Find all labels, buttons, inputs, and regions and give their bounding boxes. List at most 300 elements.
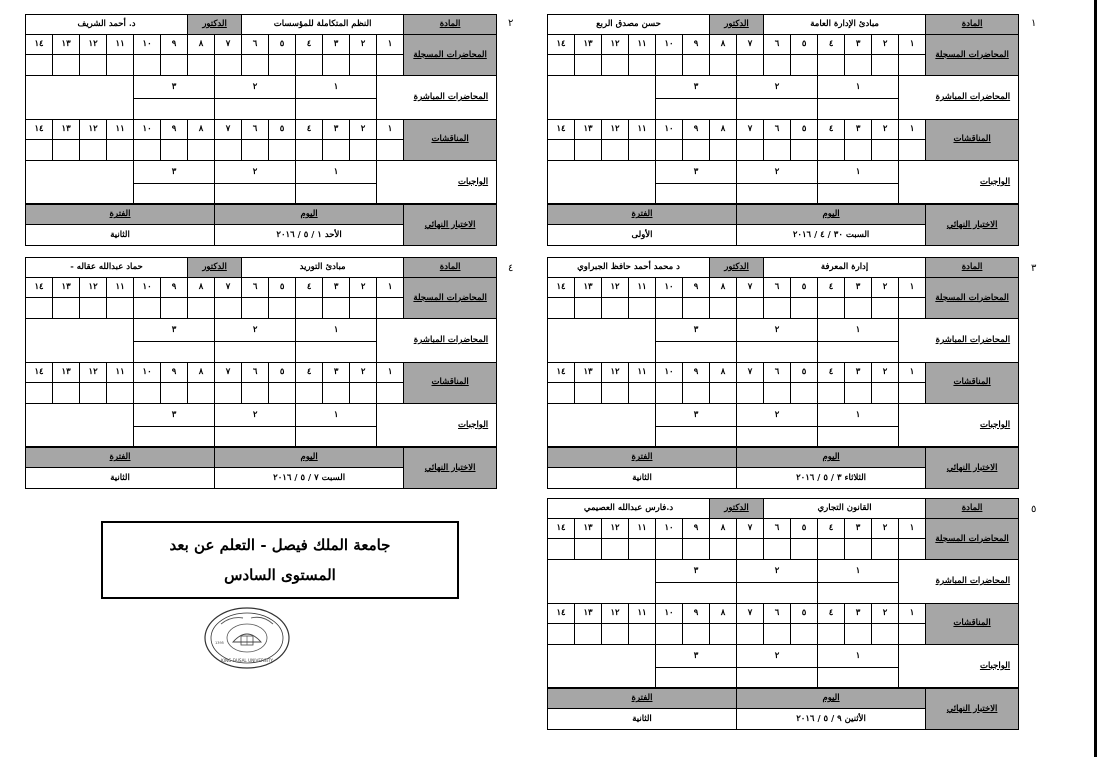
week-number-cell: ١٢ [602, 518, 629, 539]
week-checkbox-cell[interactable] [377, 140, 404, 161]
week-checkbox-cell[interactable] [80, 55, 107, 76]
week-checkbox-cell[interactable] [107, 140, 134, 161]
week-number-cell: ١٤ [548, 119, 575, 140]
week-checkbox-cell[interactable] [683, 539, 710, 560]
week-checkbox-cell[interactable] [791, 55, 818, 76]
week-number-cell: ٧ [215, 362, 242, 383]
assignments-label: الواجبات [377, 160, 497, 204]
week-checkbox-cell[interactable] [764, 383, 791, 404]
week-checkbox-cell[interactable] [899, 624, 926, 645]
course-table [547, 498, 1019, 730]
week-checkbox-cell[interactable] [791, 624, 818, 645]
week-number-cell: ٣ [845, 277, 872, 298]
course-index-number: ٢ [508, 18, 514, 29]
session-checkbox-cell[interactable] [818, 341, 899, 362]
week-checkbox-cell[interactable] [575, 383, 602, 404]
exam-day-label: اليوم [737, 204, 926, 225]
session-checkbox-cell[interactable] [656, 183, 737, 204]
week-number-cell: ٤ [818, 34, 845, 55]
week-checkbox-cell[interactable] [872, 55, 899, 76]
week-number-cell: ١١ [107, 34, 134, 55]
week-checkbox-cell[interactable] [323, 383, 350, 404]
live-lectures-label: المحاضرات المباشرة [899, 318, 1019, 362]
session-checkbox-cell[interactable] [737, 582, 818, 603]
week-checkbox-cell[interactable] [737, 298, 764, 319]
week-checkbox-cell[interactable] [161, 383, 188, 404]
week-number-cell: ١ [377, 34, 404, 55]
week-checkbox-cell[interactable] [872, 140, 899, 161]
week-checkbox-cell[interactable] [80, 140, 107, 161]
week-checkbox-cell[interactable] [602, 140, 629, 161]
session-checkbox-cell[interactable] [737, 426, 818, 447]
week-checkbox-cell[interactable] [629, 539, 656, 560]
week-number-cell: ٦ [764, 603, 791, 624]
week-number-cell: ٨ [188, 362, 215, 383]
week-checkbox-cell[interactable] [296, 383, 323, 404]
week-checkbox-cell[interactable] [134, 383, 161, 404]
week-checkbox-cell[interactable] [656, 624, 683, 645]
session-checkbox-cell[interactable] [818, 98, 899, 119]
week-number-cell: ٢ [872, 362, 899, 383]
week-number-cell: ١٣ [575, 518, 602, 539]
doctor-label: الدكتور [710, 258, 764, 278]
week-checkbox-cell[interactable] [161, 298, 188, 319]
week-checkbox-cell[interactable] [845, 539, 872, 560]
week-checkbox-cell[interactable] [188, 55, 215, 76]
week-number-cell: ٥ [269, 119, 296, 140]
week-checkbox-cell[interactable] [575, 624, 602, 645]
session-number-cell: ٣ [134, 318, 215, 341]
exam-day-label: اليوم [737, 688, 926, 709]
week-checkbox-cell[interactable] [215, 298, 242, 319]
week-number-cell: ٩ [683, 119, 710, 140]
week-number-cell: ٤ [296, 362, 323, 383]
week-checkbox-cell[interactable] [188, 383, 215, 404]
session-number-cell: ٣ [656, 160, 737, 183]
recorded-lectures-label: المحاضرات المسجلة [926, 34, 1019, 75]
subject-label: المادة [926, 15, 1019, 35]
subject-value: مبادئ الإدارة العامة [764, 15, 926, 35]
session-checkbox-cell[interactable] [296, 426, 377, 447]
week-checkbox-cell[interactable] [764, 298, 791, 319]
week-checkbox-cell[interactable] [269, 298, 296, 319]
week-checkbox-cell[interactable] [764, 55, 791, 76]
week-checkbox-cell[interactable] [323, 55, 350, 76]
week-number-cell: ١٠ [134, 362, 161, 383]
week-number-cell: ٩ [683, 34, 710, 55]
session-checkbox-cell[interactable] [215, 183, 296, 204]
week-checkbox-cell[interactable] [161, 55, 188, 76]
week-checkbox-cell[interactable] [53, 55, 80, 76]
week-number-cell: ١٠ [134, 119, 161, 140]
week-checkbox-cell[interactable] [737, 140, 764, 161]
week-number-cell: ٢ [872, 518, 899, 539]
week-checkbox-cell[interactable] [134, 298, 161, 319]
week-checkbox-cell[interactable] [26, 140, 53, 161]
week-checkbox-cell[interactable] [269, 140, 296, 161]
session-number-cell: ٢ [737, 75, 818, 98]
week-checkbox-cell[interactable] [737, 539, 764, 560]
doctor-value: د محمد أحمد حافظ الجبراوي [548, 258, 710, 278]
week-checkbox-cell[interactable] [107, 55, 134, 76]
week-number-cell: ١٤ [26, 119, 53, 140]
session-checkbox-cell[interactable] [215, 341, 296, 362]
exam-period-label: الفترة [26, 447, 215, 468]
week-checkbox-cell[interactable] [791, 539, 818, 560]
week-checkbox-cell[interactable] [818, 298, 845, 319]
week-checkbox-cell[interactable] [683, 140, 710, 161]
week-checkbox-cell[interactable] [80, 383, 107, 404]
week-number-cell: ١٣ [575, 277, 602, 298]
week-checkbox-cell[interactable] [899, 298, 926, 319]
week-number-cell: ٢ [350, 34, 377, 55]
week-number-cell: ٤ [818, 362, 845, 383]
week-checkbox-cell[interactable] [242, 55, 269, 76]
session-checkbox-cell[interactable] [737, 341, 818, 362]
week-number-cell: ٨ [710, 518, 737, 539]
week-number-cell: ٨ [710, 277, 737, 298]
week-number-cell: ٢ [872, 277, 899, 298]
week-checkbox-cell[interactable] [602, 298, 629, 319]
doctor-value: د. أحمد الشريف [26, 15, 188, 35]
week-number-cell: ٧ [215, 34, 242, 55]
session-number-cell: ١ [818, 644, 899, 667]
week-checkbox-cell[interactable] [161, 140, 188, 161]
week-number-cell: ٧ [737, 119, 764, 140]
seal-english-text: KING FAISAL UNIVERSITY [221, 658, 273, 663]
exam-period-value: الثانية [548, 468, 737, 489]
week-checkbox-cell[interactable] [845, 383, 872, 404]
week-number-cell: ١١ [107, 119, 134, 140]
week-number-cell: ١٢ [602, 34, 629, 55]
week-checkbox-cell[interactable] [575, 55, 602, 76]
week-checkbox-cell[interactable] [629, 624, 656, 645]
week-checkbox-cell[interactable] [899, 55, 926, 76]
session-number-cell: ١ [818, 75, 899, 98]
week-checkbox-cell[interactable] [53, 383, 80, 404]
week-checkbox-cell[interactable] [134, 140, 161, 161]
week-checkbox-cell[interactable] [215, 383, 242, 404]
week-checkbox-cell[interactable] [548, 539, 575, 560]
week-number-cell: ١ [899, 603, 926, 624]
week-checkbox-cell[interactable] [737, 383, 764, 404]
live-lectures-label: المحاضرات المباشرة [377, 318, 497, 362]
week-number-cell: ١١ [629, 34, 656, 55]
session-checkbox-cell[interactable] [656, 98, 737, 119]
week-number-cell: ٦ [242, 119, 269, 140]
week-checkbox-cell[interactable] [323, 140, 350, 161]
week-checkbox-cell[interactable] [26, 55, 53, 76]
week-number-cell: ٤ [818, 277, 845, 298]
week-number-cell: ١٠ [134, 277, 161, 298]
week-checkbox-cell[interactable] [377, 55, 404, 76]
week-checkbox-cell[interactable] [548, 624, 575, 645]
week-checkbox-cell[interactable] [350, 298, 377, 319]
week-checkbox-cell[interactable] [656, 383, 683, 404]
session-checkbox-cell[interactable] [737, 98, 818, 119]
week-checkbox-cell[interactable] [872, 624, 899, 645]
week-number-cell: ١ [899, 119, 926, 140]
session-checkbox-cell[interactable] [134, 426, 215, 447]
week-checkbox-cell[interactable] [818, 55, 845, 76]
course-index-number: ١ [1031, 18, 1037, 29]
week-checkbox-cell[interactable] [818, 383, 845, 404]
week-number-cell: ٢ [350, 119, 377, 140]
week-checkbox-cell[interactable] [548, 298, 575, 319]
week-checkbox-cell[interactable] [602, 624, 629, 645]
week-checkbox-cell[interactable] [188, 298, 215, 319]
session-checkbox-cell[interactable] [656, 582, 737, 603]
week-number-cell: ٩ [161, 277, 188, 298]
week-checkbox-cell[interactable] [683, 624, 710, 645]
week-checkbox-cell[interactable] [791, 298, 818, 319]
week-number-cell: ١٤ [26, 277, 53, 298]
recorded-lectures-label: المحاضرات المسجلة [926, 518, 1019, 559]
week-number-cell: ٩ [161, 362, 188, 383]
doctor-value: حسن مصدق الربع [548, 15, 710, 35]
session-number-cell: ١ [296, 75, 377, 98]
week-number-cell: ٧ [737, 518, 764, 539]
week-checkbox-cell[interactable] [548, 383, 575, 404]
session-checkbox-cell[interactable] [818, 426, 899, 447]
page-right-rule [1094, 0, 1097, 757]
session-checkbox-cell[interactable] [215, 426, 296, 447]
assignments-label: الواجبات [899, 403, 1019, 447]
session-checkbox-cell[interactable] [656, 341, 737, 362]
course-table [25, 257, 497, 489]
exam-day-value: الأثنين ٩ / ٥ / ٢٠١٦ [737, 709, 926, 730]
week-checkbox-cell[interactable] [26, 383, 53, 404]
session-checkbox-cell[interactable] [818, 183, 899, 204]
week-number-cell: ٧ [737, 34, 764, 55]
week-checkbox-cell[interactable] [845, 55, 872, 76]
week-checkbox-cell[interactable] [683, 298, 710, 319]
week-checkbox-cell[interactable] [296, 298, 323, 319]
week-checkbox-cell[interactable] [710, 624, 737, 645]
final-exam-label: الاختبار النهائي [926, 204, 1019, 246]
week-number-cell: ٥ [791, 34, 818, 55]
week-checkbox-cell[interactable] [629, 298, 656, 319]
week-checkbox-cell[interactable] [188, 140, 215, 161]
session-number-cell: ٣ [134, 75, 215, 98]
week-number-cell: ٩ [161, 119, 188, 140]
week-checkbox-cell[interactable] [845, 140, 872, 161]
exam-day-label: اليوم [737, 447, 926, 468]
session-checkbox-cell[interactable] [134, 341, 215, 362]
session-checkbox-cell[interactable] [134, 98, 215, 119]
week-checkbox-cell[interactable] [80, 298, 107, 319]
week-checkbox-cell[interactable] [602, 383, 629, 404]
week-checkbox-cell[interactable] [53, 298, 80, 319]
session-number-cell: ٢ [737, 318, 818, 341]
doctor-label: الدكتور [188, 15, 242, 35]
week-number-cell: ١٢ [80, 34, 107, 55]
recorded-lectures-label: المحاضرات المسجلة [404, 34, 497, 75]
week-number-cell: ١٣ [575, 603, 602, 624]
session-number-cell: ١ [296, 160, 377, 183]
session-checkbox-cell[interactable] [296, 183, 377, 204]
week-checkbox-cell[interactable] [710, 298, 737, 319]
week-checkbox-cell[interactable] [683, 383, 710, 404]
exam-period-value: الثانية [548, 709, 737, 730]
week-number-cell: ٨ [188, 119, 215, 140]
week-checkbox-cell[interactable] [377, 298, 404, 319]
week-number-cell: ١١ [629, 362, 656, 383]
course-card [547, 14, 1019, 246]
week-checkbox-cell[interactable] [242, 383, 269, 404]
week-checkbox-cell[interactable] [296, 140, 323, 161]
week-checkbox-cell[interactable] [575, 298, 602, 319]
session-checkbox-cell[interactable] [818, 582, 899, 603]
session-checkbox-cell[interactable] [818, 667, 899, 688]
week-checkbox-cell[interactable] [350, 55, 377, 76]
session-checkbox-cell[interactable] [656, 667, 737, 688]
week-checkbox-cell[interactable] [575, 140, 602, 161]
week-number-cell: ٩ [683, 362, 710, 383]
session-checkbox-cell[interactable] [656, 426, 737, 447]
level-label: المستوى السادس [224, 566, 336, 584]
week-number-cell: ٤ [818, 603, 845, 624]
session-number-cell: ٢ [737, 403, 818, 426]
final-exam-label: الاختبار النهائي [926, 688, 1019, 730]
week-number-cell: ١١ [107, 277, 134, 298]
week-checkbox-cell[interactable] [602, 55, 629, 76]
week-checkbox-cell[interactable] [872, 383, 899, 404]
week-checkbox-cell[interactable] [242, 140, 269, 161]
assignments-label: الواجبات [899, 160, 1019, 204]
session-checkbox-cell[interactable] [737, 667, 818, 688]
week-number-cell: ١٤ [548, 277, 575, 298]
session-number-cell: ١ [296, 403, 377, 426]
week-checkbox-cell[interactable] [296, 55, 323, 76]
week-checkbox-cell[interactable] [656, 140, 683, 161]
week-number-cell: ٩ [683, 603, 710, 624]
final-exam-label: الاختبار النهائي [926, 447, 1019, 489]
week-checkbox-cell[interactable] [134, 55, 161, 76]
week-checkbox-cell[interactable] [737, 624, 764, 645]
session-checkbox-cell[interactable] [215, 98, 296, 119]
week-checkbox-cell[interactable] [107, 298, 134, 319]
week-checkbox-cell[interactable] [575, 539, 602, 560]
week-checkbox-cell[interactable] [629, 55, 656, 76]
week-checkbox-cell[interactable] [818, 539, 845, 560]
week-checkbox-cell[interactable] [737, 55, 764, 76]
subject-label: المادة [404, 15, 497, 35]
week-checkbox-cell[interactable] [350, 140, 377, 161]
session-checkbox-cell[interactable] [737, 183, 818, 204]
exam-period-label: الفترة [26, 204, 215, 225]
week-checkbox-cell[interactable] [656, 55, 683, 76]
week-checkbox-cell[interactable] [899, 539, 926, 560]
week-number-cell: ٣ [323, 34, 350, 55]
week-number-cell: ١٤ [548, 362, 575, 383]
week-number-cell: ٣ [845, 34, 872, 55]
week-checkbox-cell[interactable] [350, 383, 377, 404]
exam-period-label: الفترة [548, 204, 737, 225]
week-number-cell: ٦ [242, 34, 269, 55]
week-checkbox-cell[interactable] [242, 298, 269, 319]
week-checkbox-cell[interactable] [791, 140, 818, 161]
week-checkbox-cell[interactable] [656, 298, 683, 319]
week-checkbox-cell[interactable] [26, 298, 53, 319]
week-number-cell: ١ [377, 277, 404, 298]
week-number-cell: ١٢ [602, 119, 629, 140]
week-number-cell: ٢ [872, 119, 899, 140]
week-checkbox-cell[interactable] [548, 140, 575, 161]
week-number-cell: ٥ [791, 277, 818, 298]
week-checkbox-cell[interactable] [818, 140, 845, 161]
live-lectures-label: المحاضرات المباشرة [899, 559, 1019, 603]
week-number-cell: ٢ [872, 603, 899, 624]
week-number-cell: ١٠ [656, 362, 683, 383]
week-checkbox-cell[interactable] [215, 55, 242, 76]
week-checkbox-cell[interactable] [818, 624, 845, 645]
week-checkbox-cell[interactable] [899, 383, 926, 404]
course-card [25, 14, 497, 246]
week-checkbox-cell[interactable] [215, 140, 242, 161]
week-checkbox-cell[interactable] [710, 140, 737, 161]
session-number-cell: ١ [818, 160, 899, 183]
week-checkbox-cell[interactable] [602, 539, 629, 560]
week-checkbox-cell[interactable] [269, 383, 296, 404]
week-checkbox-cell[interactable] [764, 624, 791, 645]
week-checkbox-cell[interactable] [53, 140, 80, 161]
week-checkbox-cell[interactable] [269, 55, 296, 76]
week-number-cell: ٨ [188, 34, 215, 55]
week-checkbox-cell[interactable] [764, 539, 791, 560]
exam-period-label: الفترة [548, 688, 737, 709]
live-lectures-label: المحاضرات المباشرة [377, 75, 497, 119]
doctor-label: الدكتور [710, 15, 764, 35]
week-checkbox-cell[interactable] [764, 140, 791, 161]
session-checkbox-cell[interactable] [296, 341, 377, 362]
week-checkbox-cell[interactable] [710, 55, 737, 76]
week-checkbox-cell[interactable] [629, 383, 656, 404]
session-checkbox-cell[interactable] [296, 98, 377, 119]
week-checkbox-cell[interactable] [683, 55, 710, 76]
week-checkbox-cell[interactable] [845, 624, 872, 645]
week-checkbox-cell[interactable] [845, 298, 872, 319]
week-checkbox-cell[interactable] [107, 383, 134, 404]
week-number-cell: ٢ [350, 362, 377, 383]
week-checkbox-cell[interactable] [791, 383, 818, 404]
week-checkbox-cell[interactable] [629, 140, 656, 161]
week-checkbox-cell[interactable] [872, 539, 899, 560]
session-number-cell: ٣ [656, 559, 737, 582]
subject-label: المادة [926, 499, 1019, 519]
week-checkbox-cell[interactable] [548, 55, 575, 76]
course-card [547, 498, 1019, 730]
week-checkbox-cell[interactable] [872, 298, 899, 319]
week-checkbox-cell[interactable] [710, 383, 737, 404]
discussions-label: المناقشات [404, 362, 497, 403]
week-number-cell: ٧ [737, 277, 764, 298]
week-checkbox-cell[interactable] [323, 298, 350, 319]
week-checkbox-cell[interactable] [710, 539, 737, 560]
session-checkbox-cell[interactable] [134, 183, 215, 204]
week-checkbox-cell[interactable] [899, 140, 926, 161]
exam-day-value: السبت ٧ / ٥ / ٢٠١٦ [215, 468, 404, 489]
discussions-label: المناقشات [926, 119, 1019, 160]
week-number-cell: ٤ [296, 119, 323, 140]
week-number-cell: ٤ [818, 518, 845, 539]
session-number-cell: ٢ [215, 160, 296, 183]
week-number-cell: ٣ [323, 119, 350, 140]
week-checkbox-cell[interactable] [377, 383, 404, 404]
week-number-cell: ٧ [215, 119, 242, 140]
week-checkbox-cell[interactable] [656, 539, 683, 560]
week-number-cell: ٨ [188, 277, 215, 298]
